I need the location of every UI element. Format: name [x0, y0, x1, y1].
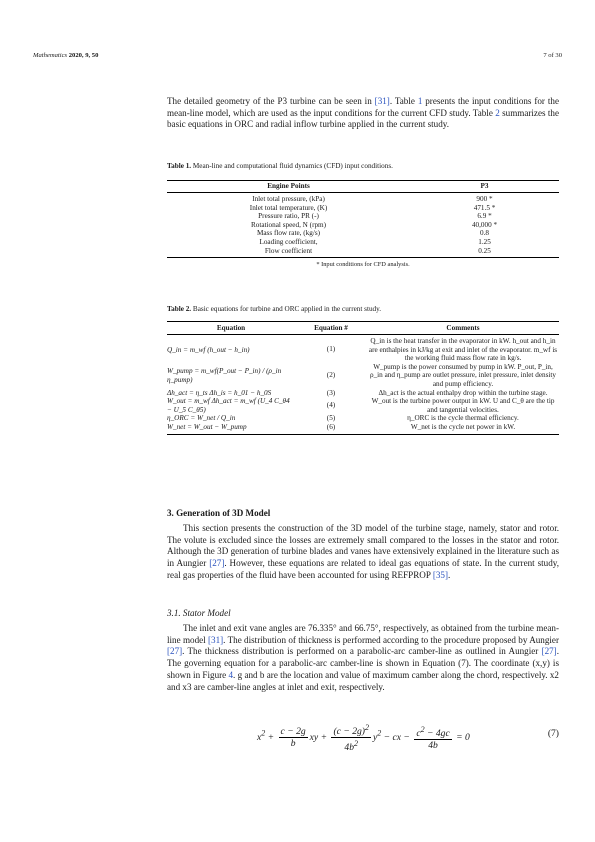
equation-number: (7): [547, 728, 559, 739]
comment-cell: W_pump is the power consumed by pump in kW. P_out, P_in, ρ_in and η_pump are outlet pressure, inlet pressure, inlet density and pump efficiency.: [370, 362, 556, 388]
page-number: 7 of 30: [543, 52, 562, 59]
citation-link[interactable]: [31]: [374, 96, 390, 106]
table-1-link[interactable]: 1: [417, 96, 423, 106]
equation-number: (6): [326, 422, 336, 431]
section-3-1-paragraph: [167, 623, 559, 693]
citation-link[interactable]: [27]: [209, 558, 225, 569]
intro-text: summarizes the basic equations in ORC and radial inflow turbine applied in the current study.: [167, 107, 559, 130]
equation-cell: [167, 389, 295, 398]
comment-cell: Δh_act is the actual enthalpy drop within the turbine stage.: [378, 388, 548, 397]
body-text: . However, these equations are related to ideal gas equations of state. In the current study, real gas properties of the fluid have been accounted for using REFPROP: [167, 558, 559, 580]
equation-3: Δh_act = η_ts Δh_is = h_01 − h_0S: [167, 388, 272, 397]
equation-7: [167, 722, 559, 752]
equation-cell: [167, 363, 295, 389]
table-row: [167, 221, 559, 230]
table-label: Table 1.: [167, 162, 192, 170]
intro-text: The detailed geometry of the P3 turbine can be seen in: [167, 96, 375, 106]
table-cell: 471.5 *: [473, 203, 496, 212]
comment-cell: W_out is the turbine power output in kW. U and C_θ are the tip and tangential velocities.: [371, 397, 555, 414]
equation-4: W_out = m_wf Δh_act = m_wf (U_4 C_θ4 − U_5 C_θ5): [167, 397, 290, 414]
body-text: .: [448, 569, 451, 580]
equation-cell: [167, 335, 295, 363]
table-cell: 1.25: [478, 237, 491, 246]
table-row: [167, 204, 559, 213]
table-cell: Pressure ratio, PR (-): [258, 212, 319, 221]
table-row: [167, 212, 559, 221]
table-2-caption: [167, 305, 559, 314]
table-cell: Loading coefficient,: [259, 237, 318, 246]
table-row: [167, 363, 559, 389]
body-text: . The governing equation for a parabolic-arc camber-line is shown in Equation (7). The coordinate (x,y) is shown in Figure: [167, 646, 559, 680]
table-row: [167, 238, 559, 247]
table-cell: Flow coefficient: [264, 246, 313, 255]
table-label: Table 2.: [167, 305, 192, 313]
table-1-footnote: * Input conditions for CFD analysis.: [316, 261, 410, 269]
body-text: . g and b are the location and value of maximum camber along the chord, respectively. x2 and x3 are camber-line angles at inlet and exit, respectively.: [167, 669, 559, 692]
journal-year-volume: 2020, 9, 50: [68, 52, 99, 59]
subsection-heading: 3.1. Stator Model: [167, 608, 231, 618]
table-cell: Mass flow rate, (kg/s): [256, 229, 321, 238]
intro-paragraph: [167, 96, 559, 131]
table-row: [167, 414, 559, 423]
equation-number: (1): [326, 344, 336, 353]
intro-text: presents the input conditions for the mean-line model, which are used as the input conditions for the current CFD study. Table: [167, 96, 559, 118]
table-row: [167, 389, 559, 398]
equation-7-expression: $x^2$ + $\frac{c - 2g}{b}$ xy + $\frac{(c - 2g)^2}{4b^2}$ $y^2$ − cx − $\frac{c^2 - 4gc}{4b}$ = 0: [257, 723, 470, 754]
citation-link[interactable]: [35]: [432, 569, 448, 580]
table-row: [167, 423, 559, 434]
body-text: The inlet and exit vane angles are 76.335° and 66.75°, respectively, as obtained from the turbine mean-line model: [167, 623, 559, 645]
running-header-journal: [33, 52, 98, 59]
body-text: . The distribution of thickness is performed according to the procedure proposed by Aungier: [223, 634, 559, 645]
caption-text: Mean-line and computational fluid dynamics (CFD) input conditions.: [191, 162, 393, 170]
section-3-1: [167, 608, 559, 693]
table-cell: Inlet total pressure, (kPa): [252, 195, 325, 203]
body-text: This section presents the construction of the 3D model of the turbine stage, namely, stator and rotor. The volute is excluded since the losses are extremely small compared to the losses in the stator and rotor. Although the 3D generation of turbine blades and vanes have extensively explained in the literature such as in Aungier: [167, 523, 559, 569]
equation-cell: [167, 414, 295, 423]
citation-link[interactable]: [27]: [167, 646, 183, 657]
table-header: P3: [480, 182, 489, 190]
body-text: . The thickness distribution is performed on a parabolic-arc camber-line as outlined in Aungier: [182, 646, 542, 657]
caption-text: Basic equations for turbine and ORC applied in the current study.: [191, 305, 382, 313]
table-cell: Inlet total temperature, (K): [249, 203, 328, 212]
table-header: Equation #: [314, 324, 348, 332]
equation-number: (3): [326, 388, 336, 397]
section-3-paragraph: [167, 523, 559, 582]
table-cell: 900 *: [476, 195, 493, 203]
equation-2: W_pump = m_wf(P_out − P_in) / (ρ_in η_pump): [167, 367, 282, 384]
equation-5: η_ORC = W_net / Q_in: [167, 414, 236, 423]
table-1-caption: [167, 162, 559, 171]
equation-1: Q_in = m_wf (h_out − h_in): [167, 345, 250, 354]
table-2: [167, 321, 559, 435]
equation-number: (5): [326, 414, 336, 423]
journal-name: Mathematics: [33, 52, 68, 59]
table-cell: 40,000 *: [471, 220, 498, 229]
comment-cell: η_ORC is the cycle thermal efficiency.: [407, 414, 519, 423]
table-row: [167, 335, 559, 363]
table-header: Equation: [216, 324, 246, 332]
equation-number: (4): [326, 401, 336, 410]
comment-cell: Q_in is the heat transfer in the evaporator in kW. h_out and h_in are enthalpies in kJ/kg at exit and inlet of the evaporator. m_wf is the working fluid mass flow rate in kg/s.: [368, 337, 558, 363]
equation-cell: [167, 423, 295, 434]
table-2-link[interactable]: 2: [495, 107, 500, 118]
table-row: [167, 397, 559, 414]
figure-4-link[interactable]: 4: [228, 669, 234, 680]
table-cell: 6.9 *: [477, 212, 492, 221]
section-3: [167, 508, 559, 582]
citation-link[interactable]: [31]: [208, 634, 224, 645]
comment-cell: W_net is the cycle net power in kW.: [410, 422, 516, 431]
table-row: [167, 247, 559, 258]
equation-number: (2): [326, 371, 336, 380]
table-header: Comments: [446, 324, 480, 332]
table-cell: Rotational speed, N (rpm): [250, 220, 327, 229]
equation-6: W_net = W_out − W_pump: [167, 422, 247, 431]
table-cell: 0.8: [480, 229, 489, 238]
citation-link[interactable]: [27]: [541, 646, 557, 657]
table-cell: 0.25: [478, 246, 491, 255]
table-1: [167, 180, 559, 268]
table-row: [167, 193, 559, 204]
equation-cell: [167, 397, 295, 414]
intro-text: . Table: [389, 96, 418, 106]
table-header: Engine Points: [267, 182, 310, 190]
table-row: [167, 229, 559, 238]
section-heading: 3. Generation of 3D Model: [167, 508, 271, 518]
